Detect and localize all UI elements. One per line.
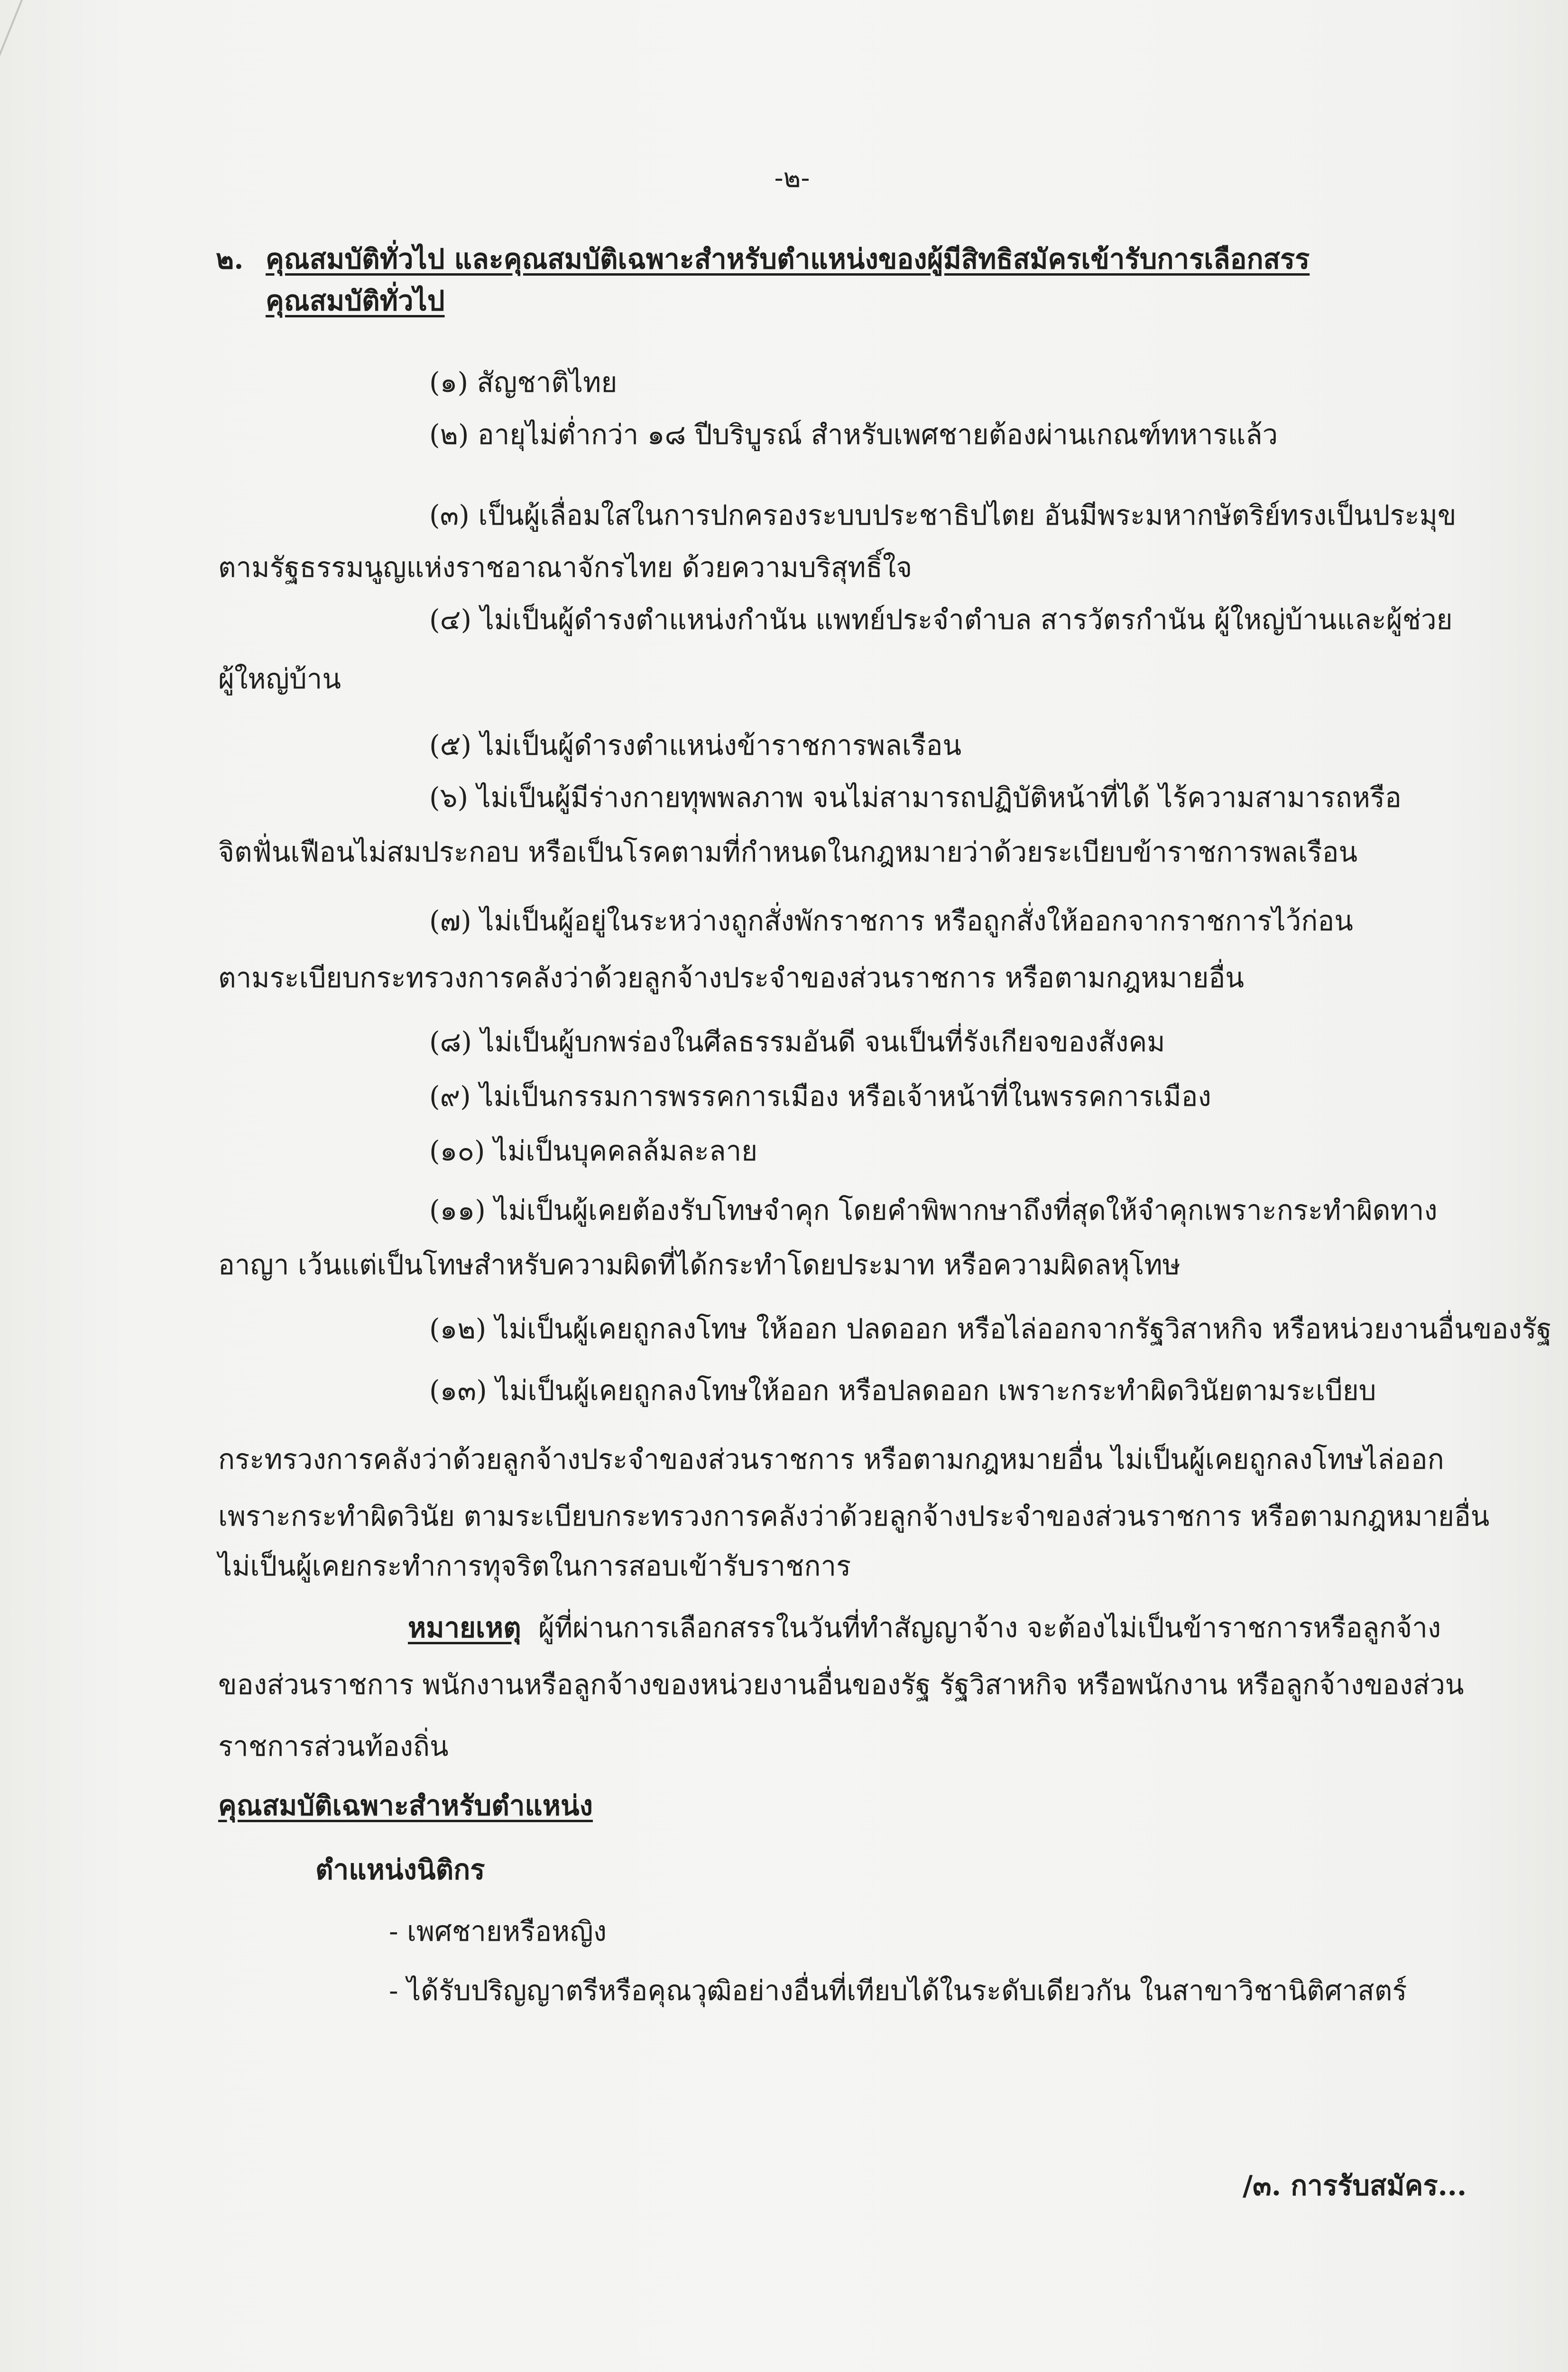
qualification-item-8: (๘) ไม่เป็นผู้บกพร่องในศีลธรรมอันดี จนเป็นที่รังเกียจของสังคม <box>429 1026 1165 1058</box>
qualification-item-3-line-2: ตามรัฐธรรมนูญแห่งราชอาณาจักรไทย ด้วยความบริสุทธิ์ใจ <box>218 551 913 584</box>
note-line-2: ของส่วนราชการ พนักงานหรือลูกจ้างของหน่วยงานอื่นของรัฐ รัฐวิสาหกิจ หรือพนักงาน หรือลูกจ้างของส่วน <box>218 1668 1464 1701</box>
qualification-item-2: (๒) อายุไม่ต่ำกว่า ๑๘ ปีบริบูรณ์ สำหรับเพศชายต้องผ่านเกณฑ์ทหารแล้ว <box>429 418 1278 451</box>
note-line-1: ผู้ที่ผ่านการเลือกสรรในวันที่ทำสัญญาจ้าง จะต้องไม่เป็นข้าราชการหรือลูกจ้าง <box>538 1612 1441 1644</box>
qualification-item-10: (๑๐) ไม่เป็นบุคคลล้มละลาย <box>429 1135 758 1167</box>
qualification-item-13-line-2: กระทรวงการคลังว่าด้วยลูกจ้างประจำของส่วนราชการ หรือตามกฎหมายอื่น ไม่เป็นผู้เคยถูกลงโทษไล่ออก <box>218 1443 1444 1475</box>
note-line-3: ราชการส่วนท้องถิ่น <box>218 1730 449 1762</box>
qualification-item-7-line-1: (๗) ไม่เป็นผู้อยู่ในระหว่างถูกสั่งพักราชการ หรือถูกสั่งให้ออกจากราชการไว้ก่อน <box>429 905 1353 937</box>
qualification-item-11-line-2: อาญา เว้นแต่เป็นโทษสำหรับความผิดที่ได้กระทำโดยประมาท หรือความผิดลหุโทษ <box>218 1249 1181 1281</box>
qualification-item-13-line-3: เพราะกระทำผิดวินัย ตามระเบียบกระทรวงการคลังว่าด้วยลูกจ้างประจำของส่วนราชการ หรือตามกฎหมายอื่น <box>218 1500 1490 1532</box>
qualification-item-1: (๑) สัญชาติไทย <box>429 366 618 398</box>
qualification-item-6-line-2: จิตฟั่นเฟือนไม่สมประกอบ หรือเป็นโรคตามที่กำหนดในกฎหมายว่าด้วยระเบียบข้าราชการพลเรือน <box>218 836 1358 868</box>
qualification-item-9: (๙) ไม่เป็นกรรมการพรรคการเมือง หรือเจ้าหน้าที่ในพรรคการเมือง <box>429 1080 1211 1112</box>
qualification-item-6-line-1: (๖) ไม่เป็นผู้มีร่างกายทุพพลภาพ จนไม่สามารถปฏิบัติหน้าที่ได้ ไร้ความสามารถหรือ <box>429 781 1402 814</box>
continued-reference: /๓. การรับสมัคร... <box>1243 2169 1467 2202</box>
position-title: ตำแหน่งนิติกร <box>315 1853 485 1886</box>
section-heading-number: ๒. <box>216 243 244 275</box>
qualification-item-4-line-1: (๔) ไม่เป็นผู้ดำรงตำแหน่งกำนัน แพทย์ประจำตำบล สารวัตรกำนัน ผู้ใหญ่บ้านและผู้ช่วย <box>429 603 1453 636</box>
qualification-item-13-line-4: ไม่เป็นผู้เคยกระทำการทุจริตในการสอบเข้ารับราชการ <box>218 1550 851 1582</box>
specific-qualifications-heading: คุณสมบัติเฉพาะสำหรับตำแหน่ง <box>218 1789 593 1822</box>
section-heading: คุณสมบัติทั่วไป และคุณสมบัติเฉพาะสำหรับตำแหน่งของผู้มีสิทธิสมัครเข้ารับการเลือกสรร <box>266 243 1310 275</box>
requirement-bullet-1: - เพศชายหรือหญิง <box>389 1915 607 1947</box>
qualification-item-11-line-1: (๑๑) ไม่เป็นผู้เคยต้องรับโทษจำคุก โดยคำพิพากษาถึงที่สุดให้จำคุกเพราะกระทำผิดทาง <box>429 1194 1438 1226</box>
qualification-item-5: (๕) ไม่เป็นผู้ดำรงตำแหน่งข้าราชการพลเรือน <box>429 729 962 761</box>
page-number: -๒- <box>774 163 810 194</box>
qualification-item-4-line-2: ผู้ใหญ่บ้าน <box>218 663 341 695</box>
requirement-bullet-2: - ได้รับปริญญาตรีหรือคุณวุฒิอย่างอื่นที่เทียบได้ในระดับเดียวกัน ในสาขาวิชานิติศาสตร์ <box>389 1974 1407 2007</box>
paper-fold-line <box>0 0 30 254</box>
note-label: หมายเหตุ <box>408 1612 521 1644</box>
qualification-item-3-line-1: (๓) เป็นผู้เลื่อมใสในการปกครองระบบประชาธิปไตย อันมีพระมหากษัตริย์ทรงเป็นประมุข <box>429 499 1457 531</box>
qualification-item-13-line-1: (๑๓) ไม่เป็นผู้เคยถูกลงโทษให้ออก หรือปลดออก เพราะกระทำผิดวินัยตามระเบียบ <box>429 1374 1376 1407</box>
general-qualifications-heading: คุณสมบัติทั่วไป <box>266 285 445 317</box>
qualification-item-7-line-2: ตามระเบียบกระทรวงการคลังว่าด้วยลูกจ้างประจำของส่วนราชการ หรือตามกฎหมายอื่น <box>218 962 1244 994</box>
qualification-item-12: (๑๒) ไม่เป็นผู้เคยถูกลงโทษ ให้ออก ปลดออก หรือไล่ออกจากรัฐวิสาหกิจ หรือหน่วยงานอื่นของรัฐ <box>429 1313 1552 1345</box>
